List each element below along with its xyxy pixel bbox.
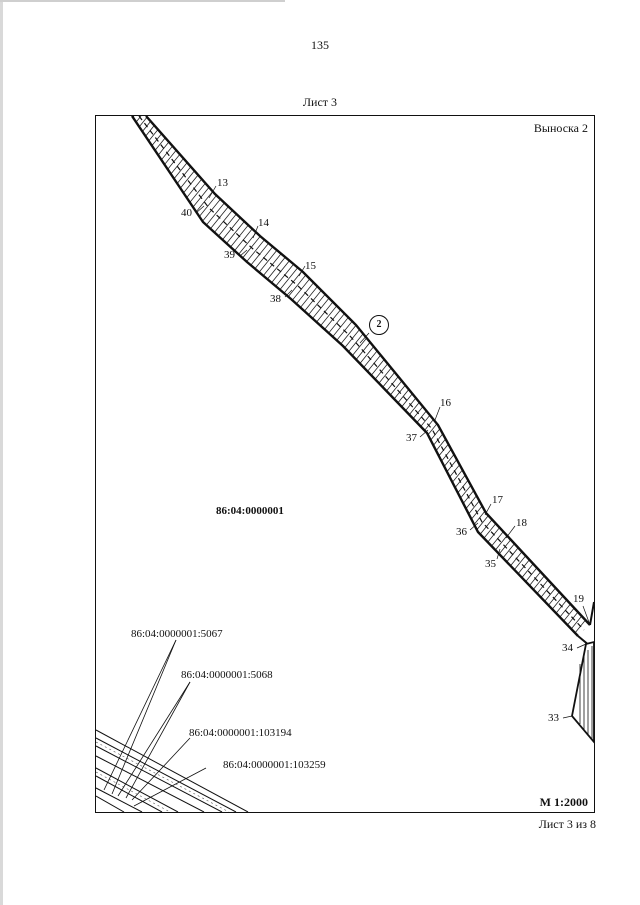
point-label: 13 — [217, 177, 228, 189]
cadastral-map — [96, 116, 594, 812]
parcel-label: 86:04:0000001:5068 — [181, 669, 273, 681]
point-label: 40 — [181, 207, 192, 219]
point-label: 16 — [440, 397, 451, 409]
point-label: 33 — [548, 712, 559, 724]
zone-marker: 2 — [369, 315, 389, 335]
sheet-footer: Лист 3 из 8 — [538, 817, 596, 831]
point-label: 17 — [492, 494, 503, 506]
parcel-label: 86:04:0000001:103194 — [189, 727, 292, 739]
scale-label: М 1:2000 — [539, 795, 588, 809]
point-label: 18 — [516, 517, 527, 529]
point-label: 37 — [406, 432, 417, 444]
point-label: 38 — [270, 293, 281, 305]
point-label: 36 — [456, 526, 467, 538]
callout-label: Выноска 2 — [533, 121, 588, 135]
point-label: 14 — [258, 217, 269, 229]
point-label: 19 — [573, 593, 584, 605]
parcel-label: 86:04:0000001:5067 — [131, 628, 223, 640]
parcel-label: 86:04:0000001:103259 — [223, 759, 326, 771]
cadastral-quarter-label: 86:04:0000001 — [216, 505, 284, 517]
scan-edge — [0, 0, 3, 905]
page-number: 135 — [311, 38, 329, 52]
point-label: 15 — [305, 260, 316, 272]
point-label: 34 — [562, 642, 573, 654]
point-label: 39 — [224, 249, 235, 261]
sheet-title: Лист 3 — [302, 95, 338, 109]
scan-top-edge — [0, 0, 285, 2]
point-label: 35 — [485, 558, 496, 570]
